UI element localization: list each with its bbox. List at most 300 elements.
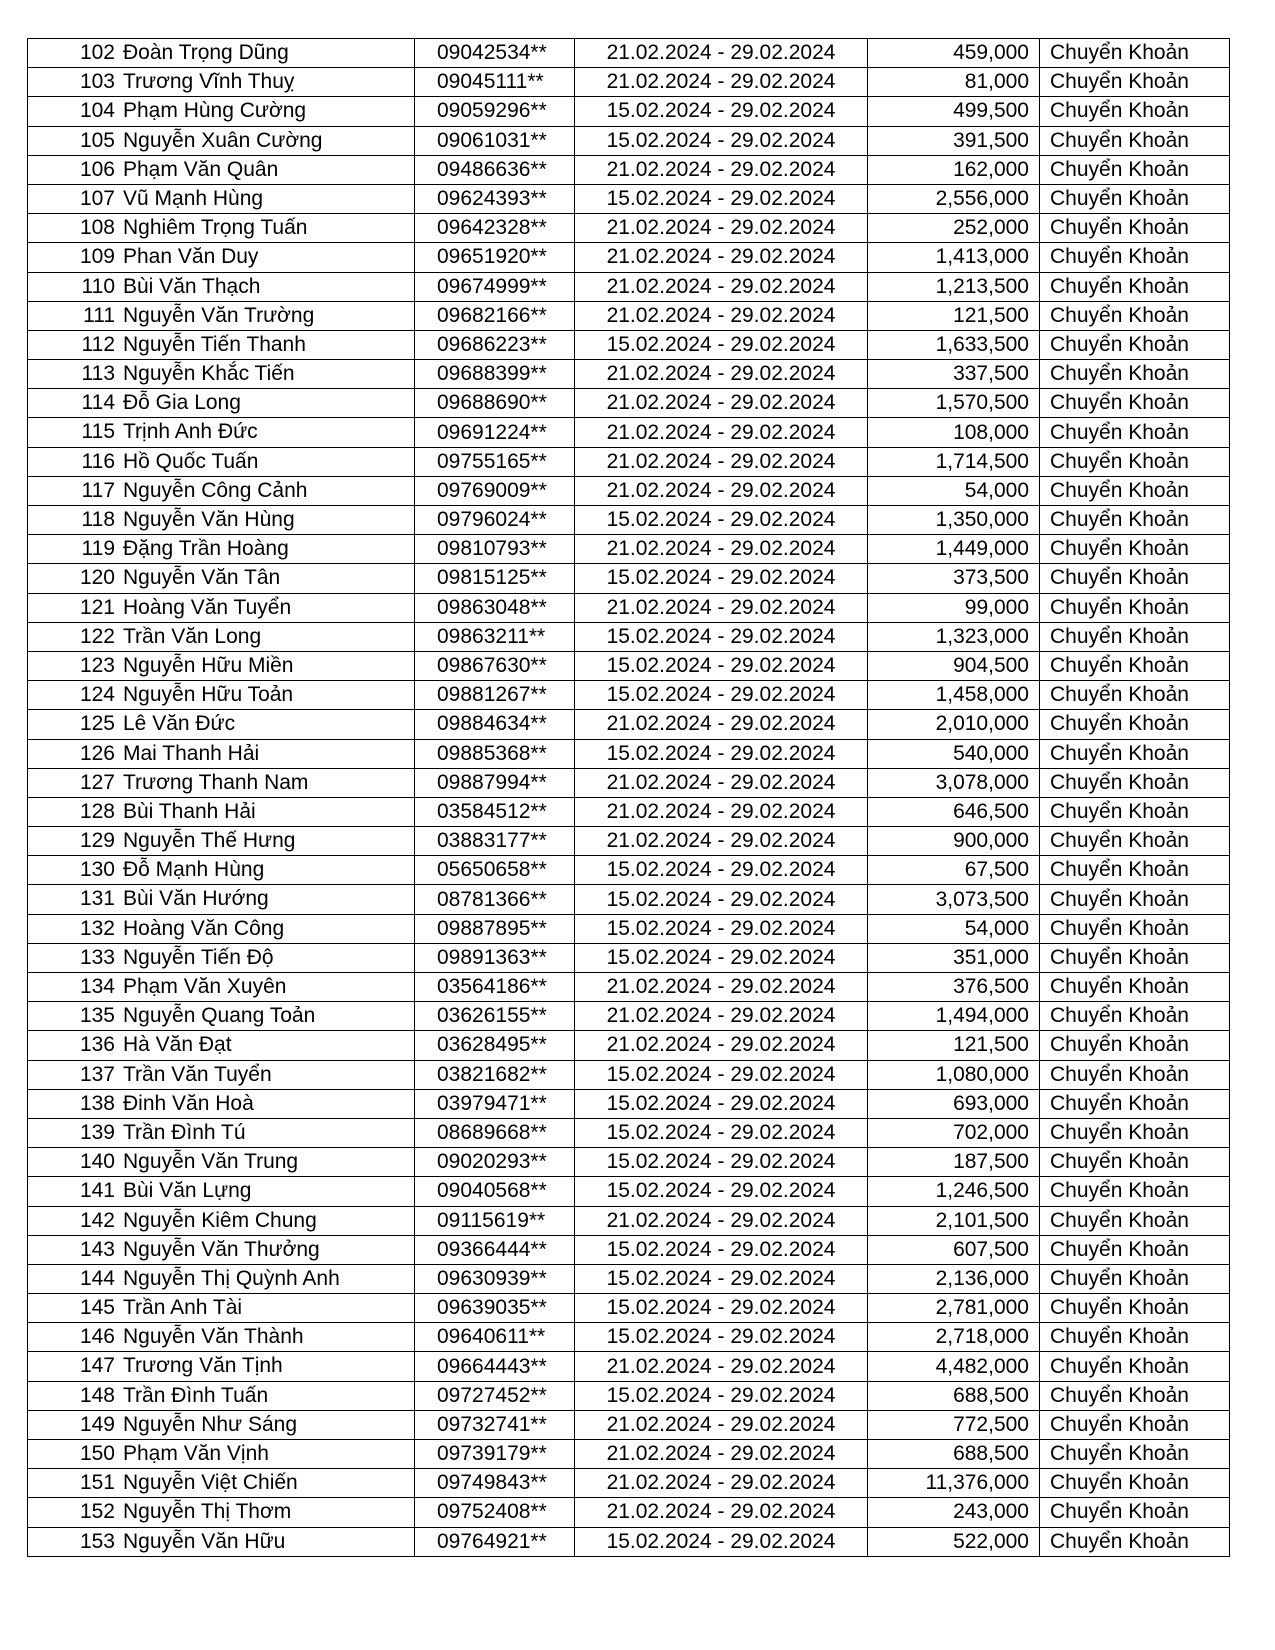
cell-period: 15.02.2024 - 29.02.2024 bbox=[575, 1089, 868, 1118]
cell-amount: 351,000 bbox=[868, 943, 1040, 972]
table-row bbox=[28, 1060, 1230, 1089]
cell-amount: 646,500 bbox=[868, 797, 1040, 826]
cell-phone: 09115619** bbox=[415, 1206, 575, 1235]
row-number: 124 bbox=[79, 683, 115, 707]
cell-amount: 121,500 bbox=[868, 1031, 1040, 1060]
table-row bbox=[28, 914, 1230, 943]
cell-amount: 54,000 bbox=[868, 914, 1040, 943]
full-name: Đỗ Gia Long bbox=[123, 391, 241, 415]
full-name: Hồ Quốc Tuấn bbox=[123, 449, 259, 473]
cell-phone: 09732741** bbox=[415, 1410, 575, 1439]
cell-amount: 243,000 bbox=[868, 1498, 1040, 1527]
full-name: Nguyễn Văn Tân bbox=[123, 566, 281, 590]
cell-name bbox=[28, 564, 415, 593]
row-number: 145 bbox=[79, 1296, 115, 1320]
cell-name bbox=[28, 184, 415, 213]
row-number: 109 bbox=[79, 245, 115, 269]
table-row bbox=[28, 681, 1230, 710]
full-name: Nguyễn Tiến Độ bbox=[123, 945, 274, 969]
cell-name bbox=[28, 973, 415, 1002]
cell-period: 21.02.2024 - 29.02.2024 bbox=[575, 827, 868, 856]
full-name: Nguyễn Việt Chiến bbox=[123, 1471, 298, 1495]
full-name: Trịnh Anh Đức bbox=[123, 420, 258, 444]
cell-amount: 607,500 bbox=[868, 1235, 1040, 1264]
full-name: Đặng Trần Hoàng bbox=[123, 537, 289, 561]
row-number: 141 bbox=[79, 1179, 115, 1203]
cell-phone: 03564186** bbox=[415, 973, 575, 1002]
cell-name bbox=[28, 1381, 415, 1410]
row-number: 110 bbox=[81, 274, 115, 298]
full-name: Phạm Văn Vịnh bbox=[123, 1442, 269, 1465]
full-name: Nguyễn Tiến Thanh bbox=[123, 332, 306, 356]
cell-amount: 2,010,000 bbox=[868, 710, 1040, 739]
table-row bbox=[28, 1294, 1230, 1323]
cell-period: 21.02.2024 - 29.02.2024 bbox=[575, 797, 868, 826]
cell-method: Chuyển Khoản bbox=[1040, 418, 1230, 447]
cell-method: Chuyển Khoản bbox=[1040, 1235, 1230, 1264]
cell-name bbox=[28, 1060, 415, 1089]
cell-method: Chuyển Khoản bbox=[1040, 447, 1230, 476]
row-number: 128 bbox=[79, 799, 115, 823]
cell-phone: 08781366** bbox=[415, 885, 575, 914]
cell-period: 21.02.2024 - 29.02.2024 bbox=[575, 360, 868, 389]
full-name: Nguyễn Thị Quỳnh Anh bbox=[123, 1266, 340, 1290]
cell-amount: 376,500 bbox=[868, 973, 1040, 1002]
table-row bbox=[28, 1177, 1230, 1206]
table-row bbox=[28, 768, 1230, 797]
cell-period: 21.02.2024 - 29.02.2024 bbox=[575, 1440, 868, 1469]
full-name: Nguyễn Xuân Cường bbox=[123, 128, 323, 152]
cell-amount: 904,500 bbox=[868, 651, 1040, 680]
cell-phone: 09885368** bbox=[415, 739, 575, 768]
full-name: Nguyễn Công Cảnh bbox=[123, 478, 308, 502]
cell-name bbox=[28, 1118, 415, 1147]
cell-method: Chuyển Khoản bbox=[1040, 214, 1230, 243]
cell-phone: 09727452** bbox=[415, 1381, 575, 1410]
table-row bbox=[28, 1410, 1230, 1439]
cell-period: 21.02.2024 - 29.02.2024 bbox=[575, 389, 868, 418]
cell-phone: 03628495** bbox=[415, 1031, 575, 1060]
cell-name bbox=[28, 535, 415, 564]
table-row bbox=[28, 856, 1230, 885]
full-name: Bùi Văn Thạch bbox=[123, 274, 261, 298]
table-row bbox=[28, 214, 1230, 243]
table-row bbox=[28, 360, 1230, 389]
row-number: 147 bbox=[79, 1354, 115, 1378]
cell-period: 15.02.2024 - 29.02.2024 bbox=[575, 856, 868, 885]
cell-name bbox=[28, 1440, 415, 1469]
cell-amount: 2,556,000 bbox=[868, 184, 1040, 213]
cell-period: 15.02.2024 - 29.02.2024 bbox=[575, 651, 868, 680]
cell-method: Chuyển Khoản bbox=[1040, 1323, 1230, 1352]
cell-amount: 4,482,000 bbox=[868, 1352, 1040, 1381]
cell-phone: 03821682** bbox=[415, 1060, 575, 1089]
cell-method: Chuyển Khoản bbox=[1040, 389, 1230, 418]
cell-name bbox=[28, 856, 415, 885]
cell-method: Chuyển Khoản bbox=[1040, 1148, 1230, 1177]
cell-phone: 09815125** bbox=[415, 564, 575, 593]
row-number: 113 bbox=[81, 362, 115, 386]
cell-phone: 09651920** bbox=[415, 243, 575, 272]
row-number: 146 bbox=[79, 1325, 115, 1349]
cell-phone: 09042534** bbox=[415, 39, 575, 68]
cell-phone: 09887994** bbox=[415, 768, 575, 797]
cell-method: Chuyển Khoản bbox=[1040, 360, 1230, 389]
full-name: Bùi Văn Lựng bbox=[123, 1179, 252, 1203]
payment-table bbox=[27, 38, 1230, 1557]
table-row bbox=[28, 1527, 1230, 1556]
cell-method: Chuyển Khoản bbox=[1040, 330, 1230, 359]
cell-amount: 2,101,500 bbox=[868, 1206, 1040, 1235]
cell-method: Chuyển Khoản bbox=[1040, 1527, 1230, 1556]
cell-name bbox=[28, 681, 415, 710]
cell-name bbox=[28, 710, 415, 739]
cell-period: 15.02.2024 - 29.02.2024 bbox=[575, 126, 868, 155]
cell-phone: 09688399** bbox=[415, 360, 575, 389]
cell-period: 15.02.2024 - 29.02.2024 bbox=[575, 1118, 868, 1147]
cell-amount: 1,080,000 bbox=[868, 1060, 1040, 1089]
full-name: Nguyễn Hữu Toản bbox=[123, 683, 294, 707]
full-name: Nguyễn Thế Hưng bbox=[123, 829, 296, 853]
cell-period: 15.02.2024 - 29.02.2024 bbox=[575, 1294, 868, 1323]
cell-phone: 03626155** bbox=[415, 1002, 575, 1031]
table-row bbox=[28, 68, 1230, 97]
cell-name bbox=[28, 1031, 415, 1060]
full-name: Nguyễn Thị Thơm bbox=[123, 1500, 292, 1524]
cell-method: Chuyển Khoản bbox=[1040, 1264, 1230, 1293]
row-number: 112 bbox=[81, 332, 115, 356]
cell-phone: 09664443** bbox=[415, 1352, 575, 1381]
cell-amount: 1,633,500 bbox=[868, 330, 1040, 359]
row-number: 103 bbox=[79, 70, 115, 94]
cell-phone: 09867630** bbox=[415, 651, 575, 680]
cell-amount: 459,000 bbox=[868, 39, 1040, 68]
row-number: 132 bbox=[79, 916, 115, 940]
cell-phone: 09686223** bbox=[415, 330, 575, 359]
table-row bbox=[28, 301, 1230, 330]
cell-name bbox=[28, 1410, 415, 1439]
cell-name bbox=[28, 360, 415, 389]
cell-method: Chuyển Khoản bbox=[1040, 856, 1230, 885]
full-name: Phạm Văn Xuyên bbox=[123, 975, 287, 998]
full-name: Hoàng Văn Tuyển bbox=[123, 595, 292, 619]
cell-method: Chuyển Khoản bbox=[1040, 593, 1230, 622]
table-row bbox=[28, 1469, 1230, 1498]
row-number: 115 bbox=[81, 420, 115, 444]
cell-phone: 09884634** bbox=[415, 710, 575, 739]
row-number: 127 bbox=[79, 770, 115, 794]
cell-name bbox=[28, 943, 415, 972]
table-row bbox=[28, 1352, 1230, 1381]
cell-amount: 391,500 bbox=[868, 126, 1040, 155]
table-row bbox=[28, 447, 1230, 476]
cell-name bbox=[28, 914, 415, 943]
cell-amount: 1,458,000 bbox=[868, 681, 1040, 710]
full-name: Nguyễn Quang Toản bbox=[123, 1004, 316, 1028]
row-number: 138 bbox=[79, 1091, 115, 1115]
row-number: 118 bbox=[81, 508, 115, 531]
cell-name bbox=[28, 739, 415, 768]
cell-name bbox=[28, 447, 415, 476]
cell-amount: 11,376,000 bbox=[868, 1469, 1040, 1498]
cell-phone: 09863048** bbox=[415, 593, 575, 622]
row-number: 123 bbox=[79, 653, 115, 677]
cell-amount: 252,000 bbox=[868, 214, 1040, 243]
row-number: 125 bbox=[79, 712, 115, 736]
cell-method: Chuyển Khoản bbox=[1040, 797, 1230, 826]
cell-period: 15.02.2024 - 29.02.2024 bbox=[575, 1148, 868, 1177]
cell-name bbox=[28, 476, 415, 505]
cell-amount: 1,213,500 bbox=[868, 272, 1040, 301]
table-row bbox=[28, 155, 1230, 184]
cell-name bbox=[28, 1002, 415, 1031]
cell-phone: 09764921** bbox=[415, 1527, 575, 1556]
row-number: 104 bbox=[79, 99, 115, 123]
full-name: Nguyễn Văn Thành bbox=[123, 1325, 304, 1349]
cell-name bbox=[28, 330, 415, 359]
row-number: 107 bbox=[79, 186, 115, 210]
full-name: Hoàng Văn Công bbox=[123, 916, 285, 940]
cell-phone: 09863211** bbox=[415, 622, 575, 651]
cell-amount: 688,500 bbox=[868, 1440, 1040, 1469]
full-name: Nguyễn Văn Trường bbox=[123, 303, 315, 327]
table-row bbox=[28, 739, 1230, 768]
full-name: Nghiêm Trọng Tuấn bbox=[123, 216, 308, 240]
cell-method: Chuyển Khoản bbox=[1040, 973, 1230, 1002]
row-number: 116 bbox=[81, 449, 115, 473]
table-row bbox=[28, 1031, 1230, 1060]
table-row bbox=[28, 1264, 1230, 1293]
cell-name bbox=[28, 68, 415, 97]
cell-amount: 99,000 bbox=[868, 593, 1040, 622]
cell-name bbox=[28, 1323, 415, 1352]
row-number: 129 bbox=[79, 829, 115, 853]
cell-period: 21.02.2024 - 29.02.2024 bbox=[575, 710, 868, 739]
full-name: Hà Văn Đạt bbox=[123, 1033, 232, 1057]
cell-amount: 1,449,000 bbox=[868, 535, 1040, 564]
table-row bbox=[28, 243, 1230, 272]
cell-name bbox=[28, 1235, 415, 1264]
cell-period: 21.02.2024 - 29.02.2024 bbox=[575, 1410, 868, 1439]
table-row bbox=[28, 1235, 1230, 1264]
cell-method: Chuyển Khoản bbox=[1040, 1352, 1230, 1381]
table-row bbox=[28, 1148, 1230, 1177]
full-name: Vũ Mạnh Hùng bbox=[123, 186, 264, 210]
cell-period: 21.02.2024 - 29.02.2024 bbox=[575, 301, 868, 330]
table-row bbox=[28, 1440, 1230, 1469]
cell-amount: 499,500 bbox=[868, 97, 1040, 126]
cell-period: 15.02.2024 - 29.02.2024 bbox=[575, 622, 868, 651]
cell-period: 15.02.2024 - 29.02.2024 bbox=[575, 914, 868, 943]
row-number: 137 bbox=[79, 1062, 115, 1086]
full-name: Trần Đình Tú bbox=[123, 1120, 246, 1144]
cell-period: 15.02.2024 - 29.02.2024 bbox=[575, 1177, 868, 1206]
cell-phone: 09739179** bbox=[415, 1440, 575, 1469]
cell-method: Chuyển Khoản bbox=[1040, 1498, 1230, 1527]
cell-name bbox=[28, 126, 415, 155]
table-row bbox=[28, 1002, 1230, 1031]
table-row bbox=[28, 506, 1230, 535]
cell-period: 21.02.2024 - 29.02.2024 bbox=[575, 243, 868, 272]
cell-method: Chuyển Khoản bbox=[1040, 1440, 1230, 1469]
cell-amount: 2,781,000 bbox=[868, 1294, 1040, 1323]
cell-period: 21.02.2024 - 29.02.2024 bbox=[575, 1352, 868, 1381]
cell-amount: 81,000 bbox=[868, 68, 1040, 97]
full-name: Trương Thanh Nam bbox=[123, 770, 309, 794]
cell-method: Chuyển Khoản bbox=[1040, 564, 1230, 593]
cell-phone: 05650658** bbox=[415, 856, 575, 885]
table-row bbox=[28, 1206, 1230, 1235]
table-row bbox=[28, 1323, 1230, 1352]
cell-name bbox=[28, 155, 415, 184]
row-number: 153 bbox=[79, 1529, 115, 1553]
cell-period: 21.02.2024 - 29.02.2024 bbox=[575, 768, 868, 797]
cell-period: 21.02.2024 - 29.02.2024 bbox=[575, 272, 868, 301]
row-number: 148 bbox=[79, 1383, 115, 1407]
table-row bbox=[28, 564, 1230, 593]
cell-method: Chuyển Khoản bbox=[1040, 184, 1230, 213]
cell-name bbox=[28, 651, 415, 680]
cell-amount: 2,136,000 bbox=[868, 1264, 1040, 1293]
cell-method: Chuyển Khoản bbox=[1040, 126, 1230, 155]
cell-period: 15.02.2024 - 29.02.2024 bbox=[575, 1235, 868, 1264]
cell-period: 15.02.2024 - 29.02.2024 bbox=[575, 1264, 868, 1293]
row-number: 142 bbox=[79, 1208, 115, 1232]
cell-phone: 09630939** bbox=[415, 1264, 575, 1293]
cell-method: Chuyển Khoản bbox=[1040, 1002, 1230, 1031]
cell-period: 15.02.2024 - 29.02.2024 bbox=[575, 330, 868, 359]
table-row bbox=[28, 651, 1230, 680]
cell-period: 21.02.2024 - 29.02.2024 bbox=[575, 418, 868, 447]
cell-method: Chuyển Khoản bbox=[1040, 1206, 1230, 1235]
row-number: 126 bbox=[79, 741, 115, 765]
cell-amount: 3,078,000 bbox=[868, 768, 1040, 797]
cell-phone: 09752408** bbox=[415, 1498, 575, 1527]
cell-method: Chuyển Khoản bbox=[1040, 1031, 1230, 1060]
cell-name bbox=[28, 622, 415, 651]
cell-phone: 09769009** bbox=[415, 476, 575, 505]
cell-method: Chuyển Khoản bbox=[1040, 1177, 1230, 1206]
row-number: 120 bbox=[79, 566, 115, 590]
cell-method: Chuyển Khoản bbox=[1040, 827, 1230, 856]
table-row bbox=[28, 593, 1230, 622]
cell-amount: 1,714,500 bbox=[868, 447, 1040, 476]
cell-period: 15.02.2024 - 29.02.2024 bbox=[575, 506, 868, 535]
cell-period: 21.02.2024 - 29.02.2024 bbox=[575, 155, 868, 184]
cell-method: Chuyển Khoản bbox=[1040, 272, 1230, 301]
row-number: 149 bbox=[79, 1412, 115, 1436]
cell-name bbox=[28, 389, 415, 418]
cell-phone: 03584512** bbox=[415, 797, 575, 826]
cell-method: Chuyển Khoản bbox=[1040, 1060, 1230, 1089]
cell-period: 15.02.2024 - 29.02.2024 bbox=[575, 1527, 868, 1556]
table-row bbox=[28, 330, 1230, 359]
row-number: 119 bbox=[81, 537, 115, 561]
cell-period: 21.02.2024 - 29.02.2024 bbox=[575, 68, 868, 97]
cell-phone: 09688690** bbox=[415, 389, 575, 418]
table-row bbox=[28, 885, 1230, 914]
full-name: Mai Thanh Hải bbox=[123, 741, 260, 765]
cell-name bbox=[28, 243, 415, 272]
cell-phone: 09749843** bbox=[415, 1469, 575, 1498]
cell-method: Chuyển Khoản bbox=[1040, 622, 1230, 651]
table-row bbox=[28, 535, 1230, 564]
cell-method: Chuyển Khoản bbox=[1040, 885, 1230, 914]
cell-period: 21.02.2024 - 29.02.2024 bbox=[575, 1469, 868, 1498]
cell-method: Chuyển Khoản bbox=[1040, 1469, 1230, 1498]
cell-name bbox=[28, 593, 415, 622]
row-number: 108 bbox=[79, 216, 115, 240]
cell-phone: 09691224** bbox=[415, 418, 575, 447]
row-number: 143 bbox=[79, 1237, 115, 1261]
cell-amount: 688,500 bbox=[868, 1381, 1040, 1410]
row-number: 144 bbox=[79, 1266, 115, 1290]
full-name: Trần Anh Tài bbox=[123, 1296, 243, 1320]
cell-name bbox=[28, 506, 415, 535]
table-row bbox=[28, 476, 1230, 505]
cell-method: Chuyển Khoản bbox=[1040, 1089, 1230, 1118]
cell-amount: 187,500 bbox=[868, 1148, 1040, 1177]
table-row bbox=[28, 943, 1230, 972]
cell-amount: 702,000 bbox=[868, 1118, 1040, 1147]
cell-method: Chuyển Khoản bbox=[1040, 535, 1230, 564]
table-row bbox=[28, 97, 1230, 126]
cell-amount: 121,500 bbox=[868, 301, 1040, 330]
cell-phone: 09887895** bbox=[415, 914, 575, 943]
cell-method: Chuyển Khoản bbox=[1040, 710, 1230, 739]
row-number: 117 bbox=[81, 478, 115, 502]
full-name: Nguyễn Kiêm Chung bbox=[123, 1208, 317, 1232]
cell-period: 21.02.2024 - 29.02.2024 bbox=[575, 973, 868, 1002]
cell-amount: 373,500 bbox=[868, 564, 1040, 593]
cell-phone: 09682166** bbox=[415, 301, 575, 330]
cell-name bbox=[28, 1264, 415, 1293]
cell-amount: 2,718,000 bbox=[868, 1323, 1040, 1352]
cell-phone: 09639035** bbox=[415, 1294, 575, 1323]
table-row bbox=[28, 827, 1230, 856]
cell-name bbox=[28, 1352, 415, 1381]
cell-amount: 1,246,500 bbox=[868, 1177, 1040, 1206]
cell-name bbox=[28, 1469, 415, 1498]
cell-period: 15.02.2024 - 29.02.2024 bbox=[575, 564, 868, 593]
cell-method: Chuyển Khoản bbox=[1040, 943, 1230, 972]
table-row bbox=[28, 1498, 1230, 1527]
table-row bbox=[28, 710, 1230, 739]
cell-method: Chuyển Khoản bbox=[1040, 476, 1230, 505]
cell-name bbox=[28, 827, 415, 856]
cell-phone: 09486636** bbox=[415, 155, 575, 184]
cell-amount: 67,500 bbox=[868, 856, 1040, 885]
cell-method: Chuyển Khoản bbox=[1040, 1294, 1230, 1323]
cell-amount: 1,323,000 bbox=[868, 622, 1040, 651]
row-number: 105 bbox=[79, 128, 115, 152]
row-number: 152 bbox=[79, 1500, 115, 1524]
full-name: Lê Văn Đức bbox=[123, 712, 236, 736]
cell-amount: 540,000 bbox=[868, 739, 1040, 768]
table-row bbox=[28, 389, 1230, 418]
cell-period: 21.02.2024 - 29.02.2024 bbox=[575, 214, 868, 243]
row-number: 134 bbox=[79, 975, 115, 998]
cell-amount: 162,000 bbox=[868, 155, 1040, 184]
cell-name bbox=[28, 1527, 415, 1556]
table-row bbox=[28, 418, 1230, 447]
table-row bbox=[28, 797, 1230, 826]
table-row bbox=[28, 973, 1230, 1002]
cell-method: Chuyển Khoản bbox=[1040, 1410, 1230, 1439]
full-name: Phạm Hùng Cường bbox=[123, 99, 307, 123]
cell-phone: 09796024** bbox=[415, 506, 575, 535]
cell-name bbox=[28, 1498, 415, 1527]
